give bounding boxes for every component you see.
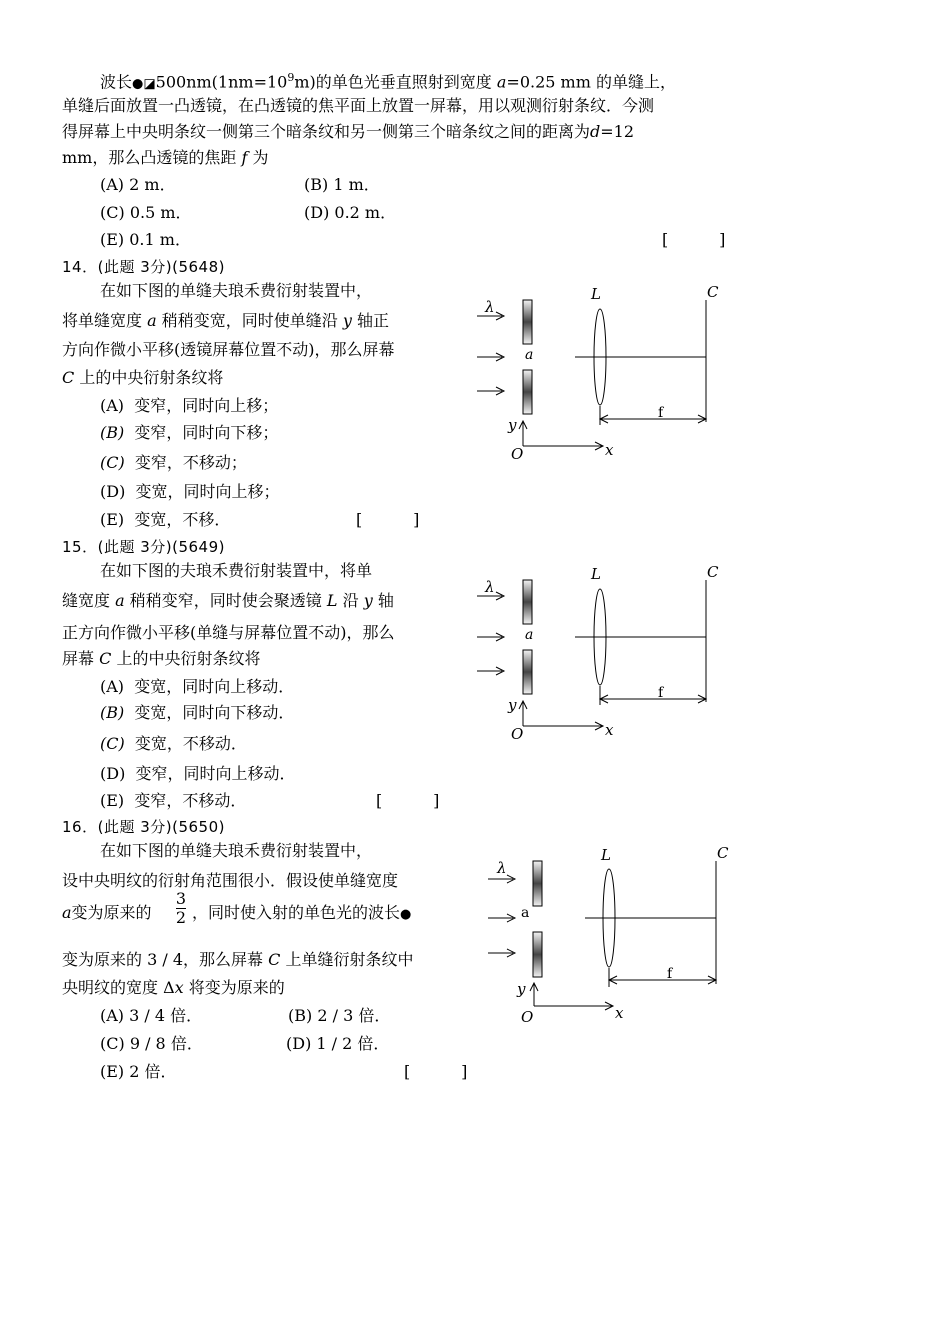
q14-diffraction-diagram: [470, 280, 730, 465]
q14-stem-line-3: 方向作微小平移(透镜屏幕位置不动)，那么屏幕: [62, 340, 395, 359]
q15-header: 15．(此题 3分)(5649): [62, 538, 225, 556]
slit-width-label: a: [525, 347, 534, 363]
incident-ray-arrow-2: [477, 633, 504, 641]
slit-upper-blade: [523, 580, 532, 624]
slit-width-label: a: [525, 627, 534, 643]
q16-stem-line-1: 在如下图的单缝夫琅禾费衍射装置中，: [100, 841, 373, 860]
q13-stem-line-2: 单缝后面放置一凸透镜，在凸透镜的焦平面上放置一屏幕，用以观测衍射条纹．今测: [62, 96, 655, 115]
incident-ray-arrow-3: [477, 667, 504, 675]
q14-option-a[interactable]: (A) 变窄，同时向上移；: [100, 396, 279, 415]
q16-stem-line-4: 变为原来的 3 / 4，那么屏幕 C 上单缝衍射条纹中: [62, 950, 414, 969]
origin-label: O: [511, 725, 524, 743]
q13-option-a[interactable]: (A) 2 m．: [100, 175, 176, 194]
q15-stem-line-3: 正方向作微小平移(单缝与屏幕位置不动)，那么: [62, 623, 395, 642]
lambda-label: λ: [485, 298, 495, 316]
y-axis-label: y: [508, 416, 517, 434]
origin-label: O: [521, 1008, 534, 1026]
q14-stem-line-2: 将单缝宽度 a 稍稍变宽，同时使单缝沿 y 轴正: [62, 311, 390, 330]
q16-stem-line-3b: ，同时使入射的单色光的波长●: [192, 903, 412, 922]
q15-option-a[interactable]: (A) 变宽，同时向上移动．: [100, 677, 295, 696]
q13-stem-line-1: 波长$●◪500nm(1nm=10^9m)$的单色光垂直照射到宽度 a=0.25 mm 的单缝上，: [100, 71, 676, 92]
q14-stem-line-4: C 上的中央衍射条纹将: [62, 368, 224, 387]
screen-label: C: [717, 844, 729, 862]
axes: [519, 421, 603, 450]
slit-lower-blade: [523, 650, 532, 694]
q15-stem-line-4: 屏幕 C 上的中央衍射条纹将: [62, 649, 261, 668]
q16-stem-line-2: 设中央明纹的衍射角范围很小．假设使单缝宽度: [62, 871, 399, 890]
focal-length-label: f: [658, 685, 664, 701]
q15-diffraction-diagram: [470, 560, 730, 745]
q13-option-b[interactable]: (B) 1 m．: [304, 175, 380, 194]
lambda-label: λ: [485, 578, 495, 596]
focal-length-label: f: [658, 405, 664, 421]
symbol-glyph: ●: [400, 907, 412, 922]
slit-upper-blade: [533, 861, 542, 906]
focal-length-dimension: [600, 686, 706, 705]
q16-stem-line-5: 央明纹的宽度 Δx 将变为原来的: [62, 978, 285, 997]
screen-label: C: [707, 563, 719, 581]
q15-stem-line-1: 在如下图的夫琅禾费衍射装置中，将单: [100, 561, 373, 580]
q16-diffraction-diagram: [478, 841, 738, 1026]
q15-option-b[interactable]: (B) 变宽，同时向下移动．: [100, 703, 295, 722]
screen-label: C: [707, 283, 719, 301]
q14-option-d[interactable]: (D) 变宽，同时向上移；: [100, 482, 280, 501]
q13-stem-line-4: mm，那么凸透镜的焦距 f 为: [62, 148, 269, 167]
q14-answer-bracket[interactable]: [ ]: [356, 510, 420, 529]
q16-stem-line-3: a变为原来的: [62, 903, 152, 922]
focal-length-label: f: [667, 966, 673, 982]
q16-option-e[interactable]: (E) 2 倍．: [100, 1062, 177, 1081]
x-axis-label: x: [605, 721, 614, 739]
y-axis-label: y: [517, 980, 526, 998]
q13-option-c[interactable]: (C) 0.5 m．: [100, 203, 192, 222]
incident-ray-arrow-2: [477, 353, 504, 361]
q15-option-e[interactable]: (E) 变窄，不移动．: [100, 791, 247, 810]
q14-option-c[interactable]: (C) 变窄，不移动；: [100, 453, 247, 472]
x-axis-label: x: [615, 1004, 624, 1022]
q16-option-a[interactable]: (A) 3 / 4 倍．: [100, 1006, 203, 1025]
incident-ray-arrow-2: [488, 914, 515, 922]
focal-length-dimension: [609, 968, 716, 987]
axes: [519, 701, 603, 730]
lens-label: L: [601, 846, 611, 864]
q14-stem-line-1: 在如下图的单缝夫琅禾费衍射装置中，: [100, 281, 373, 300]
q16-answer-bracket[interactable]: [ ]: [404, 1062, 468, 1081]
q13-option-e[interactable]: (E) 0.1 m．: [100, 230, 191, 249]
focal-length-dimension: [600, 406, 706, 425]
fraction-three-halves: 3 2: [175, 889, 187, 927]
q16-option-c[interactable]: (C) 9 / 8 倍．: [100, 1034, 203, 1053]
q14-option-e[interactable]: (E) 变宽，不移．: [100, 510, 231, 529]
incident-ray-arrow-3: [477, 387, 504, 395]
q13-option-d[interactable]: (D) 0.2 m．: [304, 203, 397, 222]
lambda-label: λ: [497, 859, 507, 877]
y-axis-label: y: [508, 696, 517, 714]
q14-header: 14．(此题 3分)(5648): [62, 258, 225, 276]
slit-upper-blade: [523, 300, 532, 344]
incident-ray-arrow-3: [488, 949, 515, 957]
lens-label: L: [591, 285, 601, 303]
q16-option-d[interactable]: (D) 1 / 2 倍．: [286, 1034, 390, 1053]
q13-stem-line-3: 得屏幕上中央明条纹一侧第三个暗条纹和另一侧第三个暗条纹之间的距离为d=12: [62, 122, 635, 141]
lens-label: L: [591, 565, 601, 583]
origin-label: O: [511, 445, 524, 463]
x-axis-label: x: [605, 441, 614, 459]
slit-lower-blade: [533, 932, 542, 977]
q16-header: 16．(此题 3分)(5650): [62, 818, 225, 836]
q15-stem-line-2: 缝宽度 a 稍稍变窄，同时使会聚透镜 L 沿 y 轴: [62, 591, 394, 610]
symbol-glyphs: ●◪: [132, 76, 156, 92]
axes: [530, 983, 613, 1010]
q13-answer-bracket[interactable]: [ ]: [662, 230, 726, 249]
slit-width-label: a: [521, 905, 530, 921]
slit-lower-blade: [523, 370, 532, 414]
q15-option-d[interactable]: (D) 变窄，同时向上移动．: [100, 764, 296, 783]
q14-option-b[interactable]: (B) 变窄，同时向下移；: [100, 423, 279, 442]
q15-option-c[interactable]: (C) 变宽，不移动．: [100, 734, 247, 753]
q16-option-b[interactable]: (B) 2 / 3 倍．: [288, 1006, 391, 1025]
q15-answer-bracket[interactable]: [ ]: [376, 791, 440, 810]
